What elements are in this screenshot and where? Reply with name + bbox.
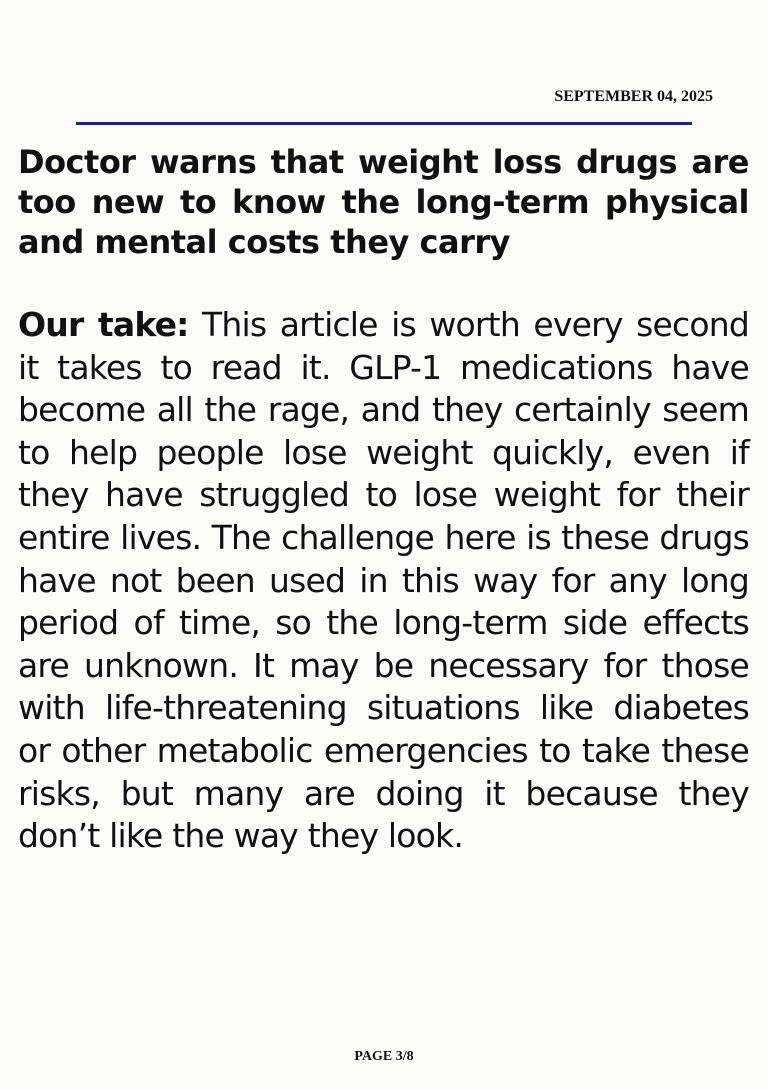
our-take-text: This article is worth every second it takes to read it. GLP-1 medications have become all the rage, and they certainly seem to help people lose weight quickly, even if they have struggled to lose weight for their entire lives. The challenge here is these drugs have not been used in this way for any long period of time, so the long-term side effects are unknown. It may be necessary for those with life-threatening situations like diabetes or other metabolic emergencies to take these risks, but many are doing it because they don’t like the way they look. [18, 305, 749, 856]
our-take-label: Our take: [18, 305, 189, 344]
article-headline: Doctor warns that weight loss drugs are too new to know the long-term physical and mental costs they carry [18, 143, 749, 261]
article-body [18, 304, 749, 858]
page-number: PAGE 3/8 [354, 1049, 414, 1064]
header-divider [76, 122, 692, 125]
publication-date: SEPTEMBER 04, 2025 [554, 88, 713, 105]
